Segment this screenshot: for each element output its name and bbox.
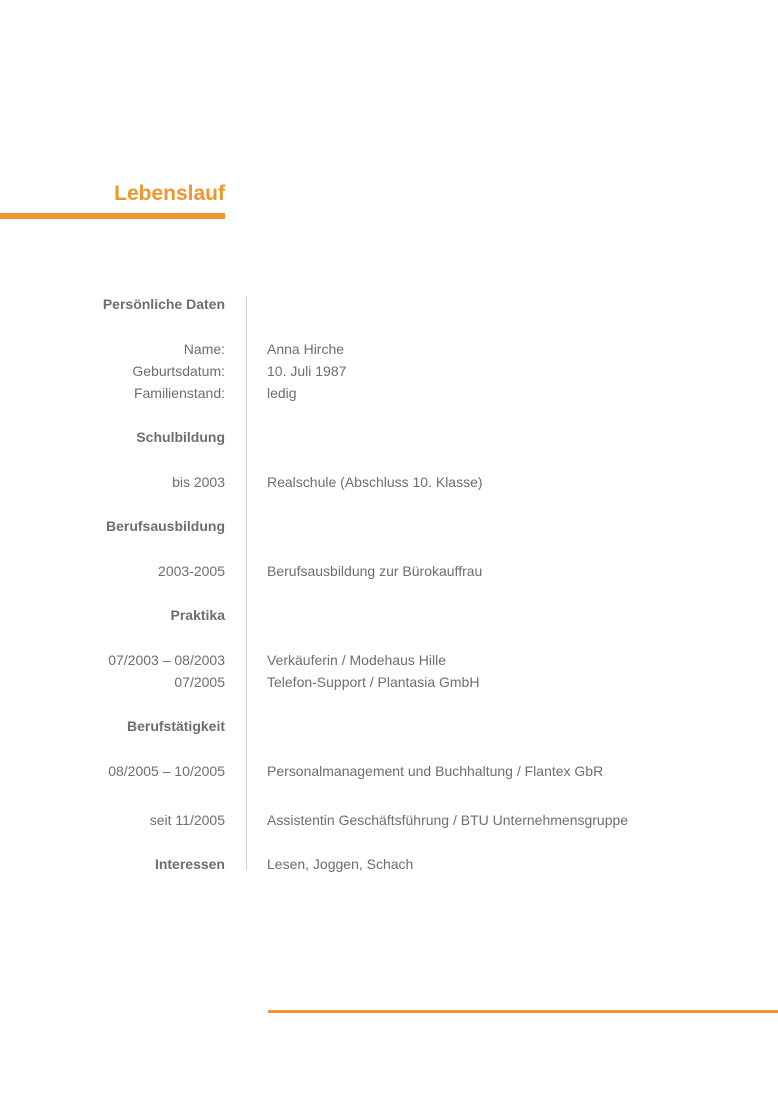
- interests-text: Lesen, Joggen, Schach: [267, 856, 414, 872]
- birthdate-value: 10. Juli 1987: [267, 363, 347, 379]
- school-entry-text: Realschule (Abschluss 10. Klasse): [267, 474, 483, 490]
- internship-entry-text: Telefon-Support / Plantasia GmbH: [267, 674, 480, 690]
- marital-status-label: Familienstand:: [133, 385, 225, 401]
- employment-entry-date: seit 11/2005: [149, 812, 225, 828]
- name-label: Name:: [183, 341, 225, 357]
- internship-entry-date: 07/2003 – 08/2003: [108, 652, 225, 668]
- section-heading-internships: Praktika: [170, 607, 225, 623]
- document-title: Lebenslauf: [114, 182, 225, 205]
- employment-entry-date: 08/2005 – 10/2005: [108, 763, 225, 779]
- section-heading-interests: Interessen: [154, 856, 225, 872]
- title-underline: [0, 213, 225, 219]
- training-entry-text: Berufsausbildung zur Bürokauffrau: [267, 563, 483, 579]
- school-entry-date: bis 2003: [172, 474, 225, 490]
- name-value: Anna Hirche: [267, 341, 345, 357]
- employment-entry-text: Personalmanagement und Buchhaltung / Flantex GbR: [267, 763, 604, 779]
- internship-entry-date: 07/2005: [174, 674, 225, 690]
- marital-status-value: ledig: [267, 385, 297, 401]
- column-divider: [246, 296, 247, 870]
- section-heading-personal: Persönliche Daten: [102, 296, 225, 312]
- section-heading-training: Berufsausbildung: [105, 518, 225, 534]
- internship-entry-text: Verkäuferin / Modehaus Hille: [267, 652, 446, 668]
- section-heading-employment: Berufstätigkeit: [126, 718, 225, 734]
- employment-entry-text: Assistentin Geschäftsführung / BTU Unternehmensgruppe: [267, 812, 629, 828]
- section-heading-school: Schulbildung: [136, 429, 225, 445]
- training-entry-date: 2003-2005: [158, 563, 225, 579]
- birthdate-label: Geburtsdatum:: [132, 363, 225, 379]
- footer-rule: [268, 1010, 778, 1013]
